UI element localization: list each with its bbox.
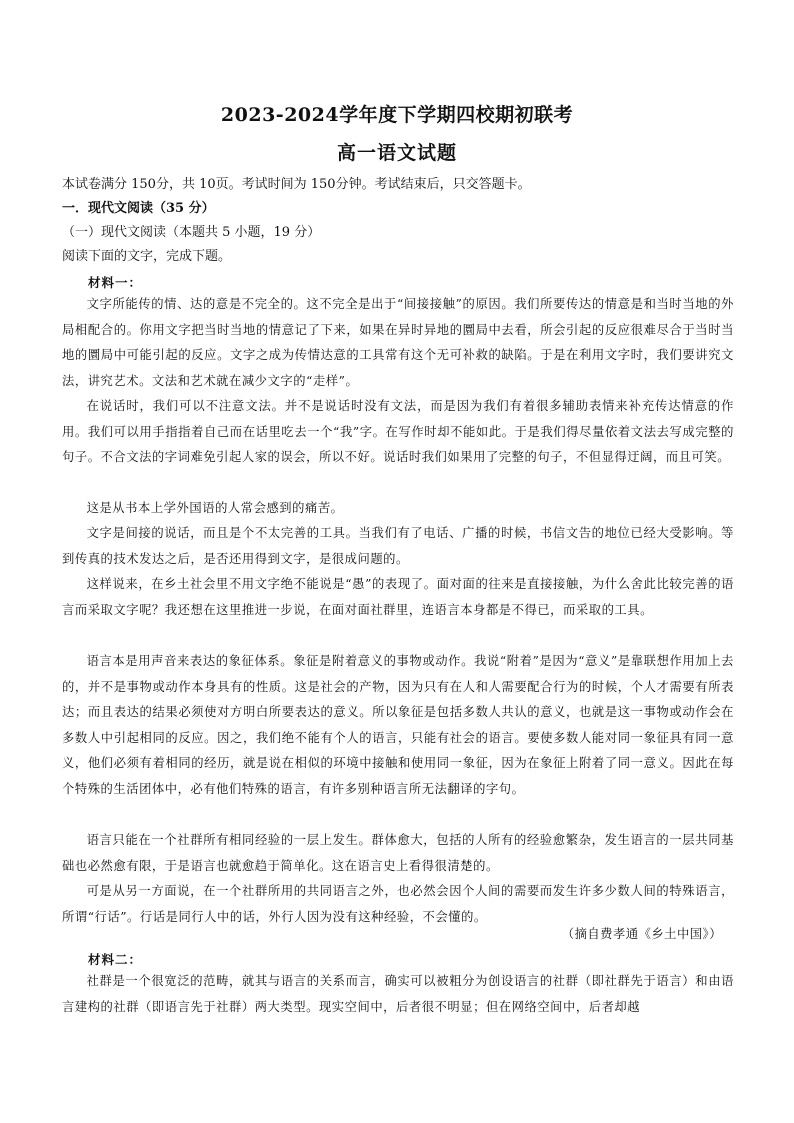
material-two-label: 材料二： bbox=[88, 952, 143, 967]
exam-intro: 本试卷满分 150分，共 10页。考试时间为 150分钟。考试结束后，只交答题卡。 bbox=[62, 177, 531, 192]
material-one-paragraph: 可是从另一方面说，在一个社群所用的共同语言之外，也必然会因个人间的需要而发生许多少数人间的特殊语言，所谓“行话”。行话是同行人中的话，外行人因为没有这种经验，不会懂的。 bbox=[62, 884, 734, 924]
material-one-label: 材料一： bbox=[88, 275, 143, 290]
reading-instruction: 阅读下面的文字，完成下题。 bbox=[62, 249, 232, 264]
material-one-paragraph: 语言本是用声音来表达的象征体系。象征是附着意义的事物或动作。我说“附着”是因为“意义”是靠联想作用加上去的，并不是事物或动作本身具有的性质。这是社会的产物，因为只有在人和人需要配合行为的时候，个人才需要有所表达；而且表达的结果必须使对方明白所要表达的意义。所以象征是包括多数人共认的意义，也就是这一事物或动作会在多数人中引起相同的反应。因之，我们绝不能有个人的语言，只能有社会的语言。要使多数人能对同一象征具有同一意义，他们必须有着相同的经历，就是说在相似的环境中接触和使用同一象征，因为在象征上附着了同一意义。因此在每个特殊的生活团体中，必有他们特殊的语言，有许多别种语言所无法翻译的字句。 bbox=[62, 654, 734, 796]
material-two-paragraph: 社群是一个很宽泛的范畴，就其与语言的关系而言，确实可以被粗分为创设语言的社群（即社群先于语言）和由语言建构的社群（即语言先于社群）两大类型。现实空间中，后者很不明显；但在网络空间中，后者却越 bbox=[62, 974, 734, 1014]
material-one-paragraph: 在说话时，我们可以不注意文法。并不是说话时没有文法，而是因为我们有着很多辅助表情来补充传达情意的作用。我们可以用手指指着自己而在话里吃去一个“我”字。在写作时却不能如此。于是我们得尽量依着文法去写成完整的句子。不合文法的字词难免引起人家的误会，所以不好。说话时我们如果用了完整的句子，不但显得迂阔，而且可笑。 bbox=[62, 399, 734, 464]
exam-title: 2023-2024学年度下学期四校期初联考 bbox=[220, 104, 574, 126]
material-one-paragraph: 文字是间接的说话，而且是个不太完善的工具。当我们有了电话、广播的时候，书信文告的地位已经大受影响。等到传真的技术发达之后，是否还用得到文字，是很成问题的。 bbox=[62, 526, 734, 566]
section-heading: 一．现代文阅读（35 分） bbox=[62, 201, 215, 216]
material-one-paragraph: 语言只能在一个社群所有相同经验的一层上发生。群体愈大，包括的人所有的经验愈繁杂，发生语言的一层共同基础也必然愈有限，于是语言也就愈趋于简单化。这在语言史上看得很清楚的。 bbox=[62, 833, 734, 873]
exam-subtitle: 高一语文试题 bbox=[336, 142, 457, 164]
material-one-paragraph: 这是从书本上学外国语的人常会感到的痛苦。 bbox=[86, 501, 344, 515]
material-one-paragraph: 这样说来，在乡土社会里不用文字绝不能说是“愚”的表现了。面对面的往来是直接接触，为什么舍此比较完善的语言而采取文字呢？我还想在这里推进一步说，在面对面社群里，连语言本身都是不得已，而采取的工具。 bbox=[62, 577, 734, 617]
sub-heading: （一）现代文阅读（本题共 5 小题，19 分） bbox=[62, 225, 321, 240]
material-one-source: （摘自费孝通《乡土中国》） bbox=[561, 927, 722, 941]
material-one-paragraph: 文字所能传的情、达的意是不完全的。这不完全是出于“间接接触”的原因。我们所要传达的情意是和当时当地的外局相配合的。你用文字把当时当地的情意记了下来，如果在异时异地的圜局中去看，所会引起的反应很难尽合于当时当地的圜局中可能引起的反应。文字之成为传情达意的工具常有这个无可补救的缺陷。于是在利用文字时，我们要讲究文法，讲究艺术。文法和艺术就在减少文字的“走样”。 bbox=[62, 297, 734, 388]
